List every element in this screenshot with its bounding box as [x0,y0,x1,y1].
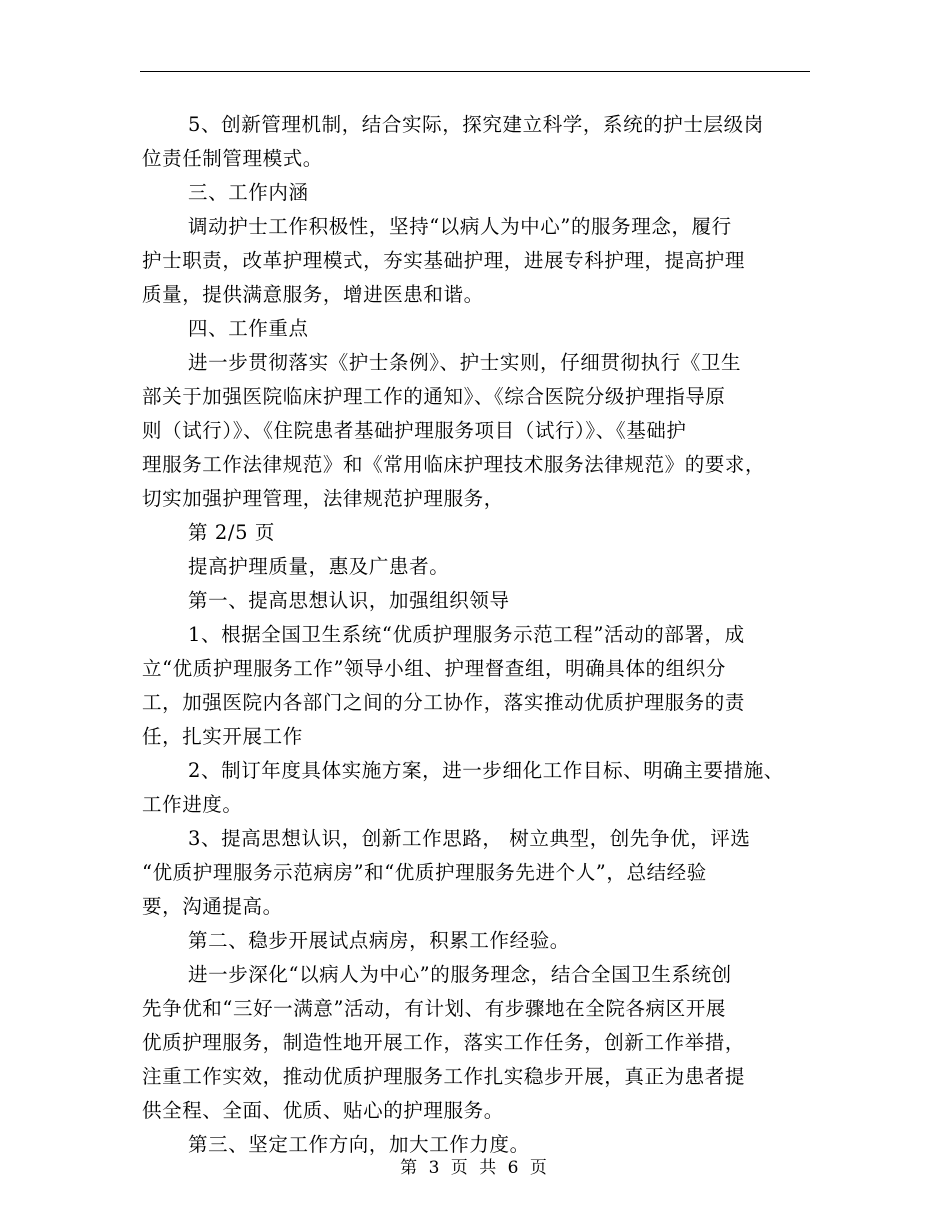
text-line: 5、创新管理机制，结合实际，探究建立科学，系统的护士层级岗 [188,113,764,136]
text-line: 第二、稳步开展试点病房，积累工作经验。 [188,929,570,952]
text-line: 2、制订年度具体实施方案，进一步细化工作目标、明确主要措施、 [188,759,784,782]
text-line: 则（试行）》、《住院患者基础护理服务项目（试行）》、《基础护 [142,419,687,442]
text-line: 提高护理质量，惠及广患者。 [188,555,450,578]
text-line: 调动护士工作积极性，坚持“以病人为中心”的服务理念，履行 [188,215,732,238]
text-line: 注重工作实效，推动优质护理服务工作扎实稳步开展，真正为患者提 [142,1065,746,1088]
text-line: 理服务工作法律规范》和《常用临床护理技术服务法律规范》的要求， [142,453,766,476]
text-line: 位责任制管理模式。 [142,147,323,170]
text-line: 先争优和“三好一满意”活动，有计划、有步骤地在全院各病区开展 [142,997,726,1020]
text-line: 3、提高思想认识，创新工作思路， 树立典型，创先争优，评选 [188,827,751,850]
text-line: 四、工作重点 [188,317,309,340]
text-line: 要，沟通提高。 [142,895,283,918]
page-footer: 第 3 页 共 6 页 [400,1158,550,1178]
document-body [142,108,810,1162]
text-line: 第 2/5 页 [188,521,275,544]
header-rule [140,71,810,72]
text-line: 任，扎实开展工作 [142,725,303,748]
text-line: 部关于加强医院临床护理工作的通知》、《综合医院分级护理指导原 [142,385,726,408]
text-line: 工作进度。 [142,793,243,816]
text-line: 进一步贯彻落实《护士条例》、护士实则，仔细贯彻执行《卫生 [188,351,742,374]
text-line: 三、工作内涵 [188,181,309,204]
text-line: 护士职责，改革护理模式，夯实基础护理，进展专科护理，提高护理 [142,249,746,272]
text-line: 进一步深化“以病人为中心”的服务理念，结合全国卫生系统创 [188,963,732,986]
text-line: 第三、坚定工作方向，加大工作力度。 [188,1133,530,1156]
text-line: 立“优质护理服务工作”领导小组、护理督查组，明确具体的组织分 [142,657,726,680]
text-line: 供全程、全面、优质、贴心的护理服务。 [142,1099,504,1122]
text-line: 优质护理服务，制造性地开展工作，落实工作任务，创新工作举措， [142,1031,746,1054]
text-line: 切实加强护理管理，法律规范护理服务， [142,487,504,510]
text-line: 质量，提供满意服务，增进医患和谐。 [142,283,484,306]
text-line: “优质护理服务示范病房”和“优质护理服务先进个人”，总结经验 [142,861,707,884]
text-line: 1、根据全国卫生系统“优质护理服务示范工程”活动的部署，成 [188,623,745,646]
text-line: 工，加强医院内各部门之间的分工协作，落实推动优质护理服务的责 [142,691,746,714]
text-line: 第一、提高思想认识，加强组织领导 [188,589,510,612]
